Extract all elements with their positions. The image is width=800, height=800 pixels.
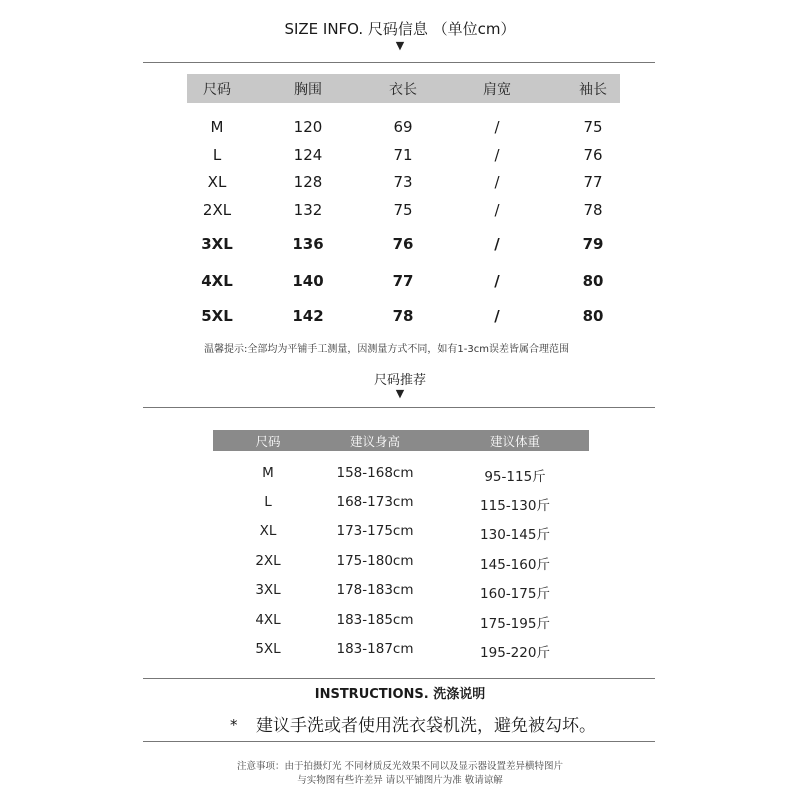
rec-table-cell: 160-175斤 [480,586,550,602]
rec-table-cell: 183-187cm [336,641,414,657]
rec-table-cell: 4XL [255,612,281,628]
instructions-title: INSTRUCTIONS. 洗涤说明 [314,687,486,702]
size-table-cell: / [494,118,500,136]
size-table-cell: 140 [292,272,324,290]
size-header-cell: 肩宽 [483,82,511,98]
size-table-cell: 75 [583,118,603,136]
size-table-cell: 2XL [202,201,232,219]
size-table-cell: / [494,201,500,219]
size-header-cell: 尺码 [203,82,231,98]
rec-header-cell: 建议体重 [489,434,541,449]
divider [143,741,655,742]
rec-table-cell: L [264,494,272,510]
size-table-cell: 4XL [201,272,233,290]
rec-table-cell: 145-160斤 [480,557,550,573]
size-table-cell: 78 [392,307,414,325]
instructions-bullet: * [230,716,238,734]
rec-table-cell: 95-115斤 [484,469,546,485]
rec-table-cell: M [262,465,274,481]
rec-table-cell: 3XL [255,582,281,598]
size-header-cell: 胸围 [294,82,322,98]
measure-note: 温馨提示:全部均为平铺手工测量，因测量方式不同，如有1-3cm误差皆属合理范围 [204,344,569,355]
size-table-cell: / [494,146,500,164]
size-table-cell: / [494,272,500,290]
size-table-cell: 76 [583,146,603,164]
rec-table-cell: 115-130斤 [480,498,550,514]
rec-table-cell: XL [259,523,277,539]
size-table-cell: 128 [293,173,323,191]
size-table-cell: / [494,307,500,325]
size-table-cell: 132 [293,201,323,219]
size-table-cell: L [212,146,222,164]
footer-note-line2: 与实物图有些许差异 请以平铺图片为准 敬请谅解 [297,775,503,786]
rec-title: 尺码推荐 [373,373,426,388]
size-table-cell: 3XL [201,235,233,253]
size-table-cell: XL [207,173,227,191]
size-table-cell: 80 [582,272,604,290]
size-table-cell: 69 [393,118,413,136]
rec-header-cell: 建议身高 [349,434,401,449]
divider [143,62,655,63]
rec-table-cell: 130-145斤 [480,527,550,543]
down-arrow-icon: ▼ [395,387,405,400]
size-table-cell: / [494,173,500,191]
size-header-cell: 袖长 [579,82,607,98]
rec-table-cell: 175-180cm [336,553,414,569]
instructions-text: 建议手洗或者使用洗衣袋机洗，避免被勾坏。 [256,716,596,736]
rec-header-cell: 尺码 [255,434,281,449]
size-table-cell: 124 [293,146,323,164]
divider [143,407,655,408]
size-info-title: SIZE INFO. 尺码信息 （单位cm） [284,20,516,38]
rec-table-cell: 175-195斤 [480,616,550,632]
size-table-cell: 73 [393,173,413,191]
rec-table-cell: 173-175cm [336,523,414,539]
down-arrow-icon: ▼ [395,39,405,52]
size-table-cell: / [494,235,500,253]
size-table-cell: 76 [392,235,414,253]
size-table-cell: 77 [392,272,414,290]
rec-table-cell: 195-220斤 [480,645,550,661]
rec-table-cell: 178-183cm [336,582,414,598]
rec-table-cell: 5XL [255,641,281,657]
size-header-cell: 衣长 [389,82,417,98]
size-table-cell: 71 [393,146,413,164]
size-table-cell: M [210,118,224,136]
size-table-cell: 136 [292,235,324,253]
size-table-cell: 80 [582,307,604,325]
rec-table-cell: 183-185cm [336,612,414,628]
size-table-cell: 5XL [201,307,233,325]
divider [143,678,655,679]
size-table-cell: 120 [293,118,323,136]
size-table-cell: 79 [582,235,604,253]
size-table-cell: 142 [292,307,324,325]
rec-table-cell: 158-168cm [336,465,414,481]
rec-table-cell: 168-173cm [336,494,414,510]
size-table-cell: 78 [583,201,603,219]
size-table-cell: 75 [393,201,413,219]
rec-table-cell: 2XL [255,553,281,569]
size-table-cell: 77 [583,173,603,191]
footer-note-line1: 注意事项：由于拍摄灯光 不同材质反光效果不同以及显示器设置差异横特图片 [236,761,564,772]
